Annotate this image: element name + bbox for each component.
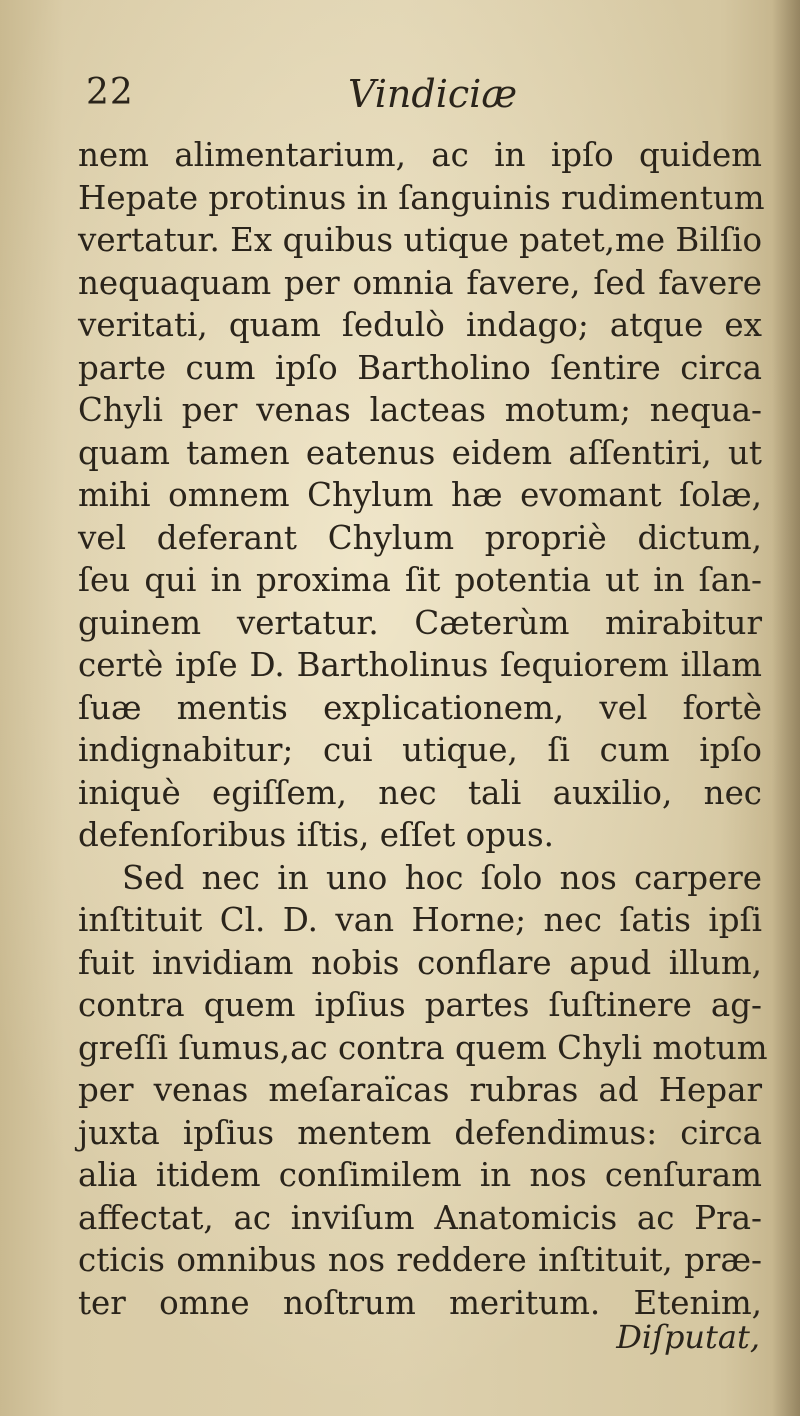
text-line: mihi omnem Chylum hæ evomant ſolæ,	[78, 476, 762, 514]
text-line: ter omne noſtrum meritum. Etenim,	[78, 1283, 762, 1322]
text-line: per venas meſaraïcas rubras ad Hepar	[78, 1071, 762, 1109]
catchword: Diſputat,	[616, 1318, 760, 1356]
text-line: vel deferant Chylum propriè dictum,	[78, 518, 762, 557]
page-number: 22	[86, 72, 134, 113]
text-line: certè ipſe D. Bartholinus ſequiorem illam	[78, 646, 762, 684]
text-line: Hepate protinus in ſanguinis rudimentum	[78, 178, 765, 217]
paragraph-start-line: Sed nec in uno hoc ſolo nos carpere	[122, 858, 762, 897]
text-line: ſeu qui in proxima ſit potentia ut in ſan-	[78, 561, 762, 599]
text-line: juxta ipſius mentem defendimus: circa	[78, 1113, 762, 1152]
text-line: greſſi ſumus,ac contra quem Chyli motum	[78, 1028, 768, 1067]
text-line: indignabitur; cui utique, ſi cum ipſo	[78, 731, 762, 769]
text-line: ſuæ mentis explicationem, vel fortè	[78, 688, 762, 727]
running-title: Vindiciæ	[348, 72, 518, 116]
text-line: contra quem ipſius partes ſuſtinere ag-	[78, 986, 762, 1024]
page-gutter-shadow	[772, 0, 800, 1416]
body-text	[78, 134, 768, 1324]
text-line: quam tamen eatenus eidem aſſentiri, ut	[78, 433, 762, 472]
text-line: parte cum ipſo Bartholino ſentire circa	[78, 348, 762, 387]
page-header	[86, 72, 756, 122]
text-line: cticis omnibus nos reddere inſtituit, præ-	[78, 1241, 762, 1279]
text-line: iniquè egiſſem, nec tali auxilio, nec	[78, 773, 762, 812]
text-line: vertatur. Ex quibus utique patet,me Bilſio	[78, 221, 763, 259]
text-line: Chyli per venas lacteas motum; nequa-	[78, 391, 762, 429]
text-line: fuit invidiam nobis conflare apud illum,	[78, 943, 762, 982]
paragraph-end-line: defenſoribus iſtis, eſſet opus.	[78, 816, 554, 854]
text-line: guinem vertatur. Cæterùm mirabitur	[78, 603, 762, 642]
text-line: inſtituit Cl. D. van Horne; nec ſatis ipſi	[78, 901, 762, 939]
text-line: affectat, ac inviſum Anatomicis ac Pra-	[78, 1198, 762, 1237]
text-line: alia itidem conſimilem in nos cenſuram	[78, 1156, 762, 1194]
text-line: nequaquam per omnia favere, ſed favere	[78, 263, 762, 302]
text-line: nem alimentarium, ac in ipſo quidem	[78, 136, 762, 174]
text-line: veritati, quam ſedulò indago; atque ex	[78, 306, 762, 344]
